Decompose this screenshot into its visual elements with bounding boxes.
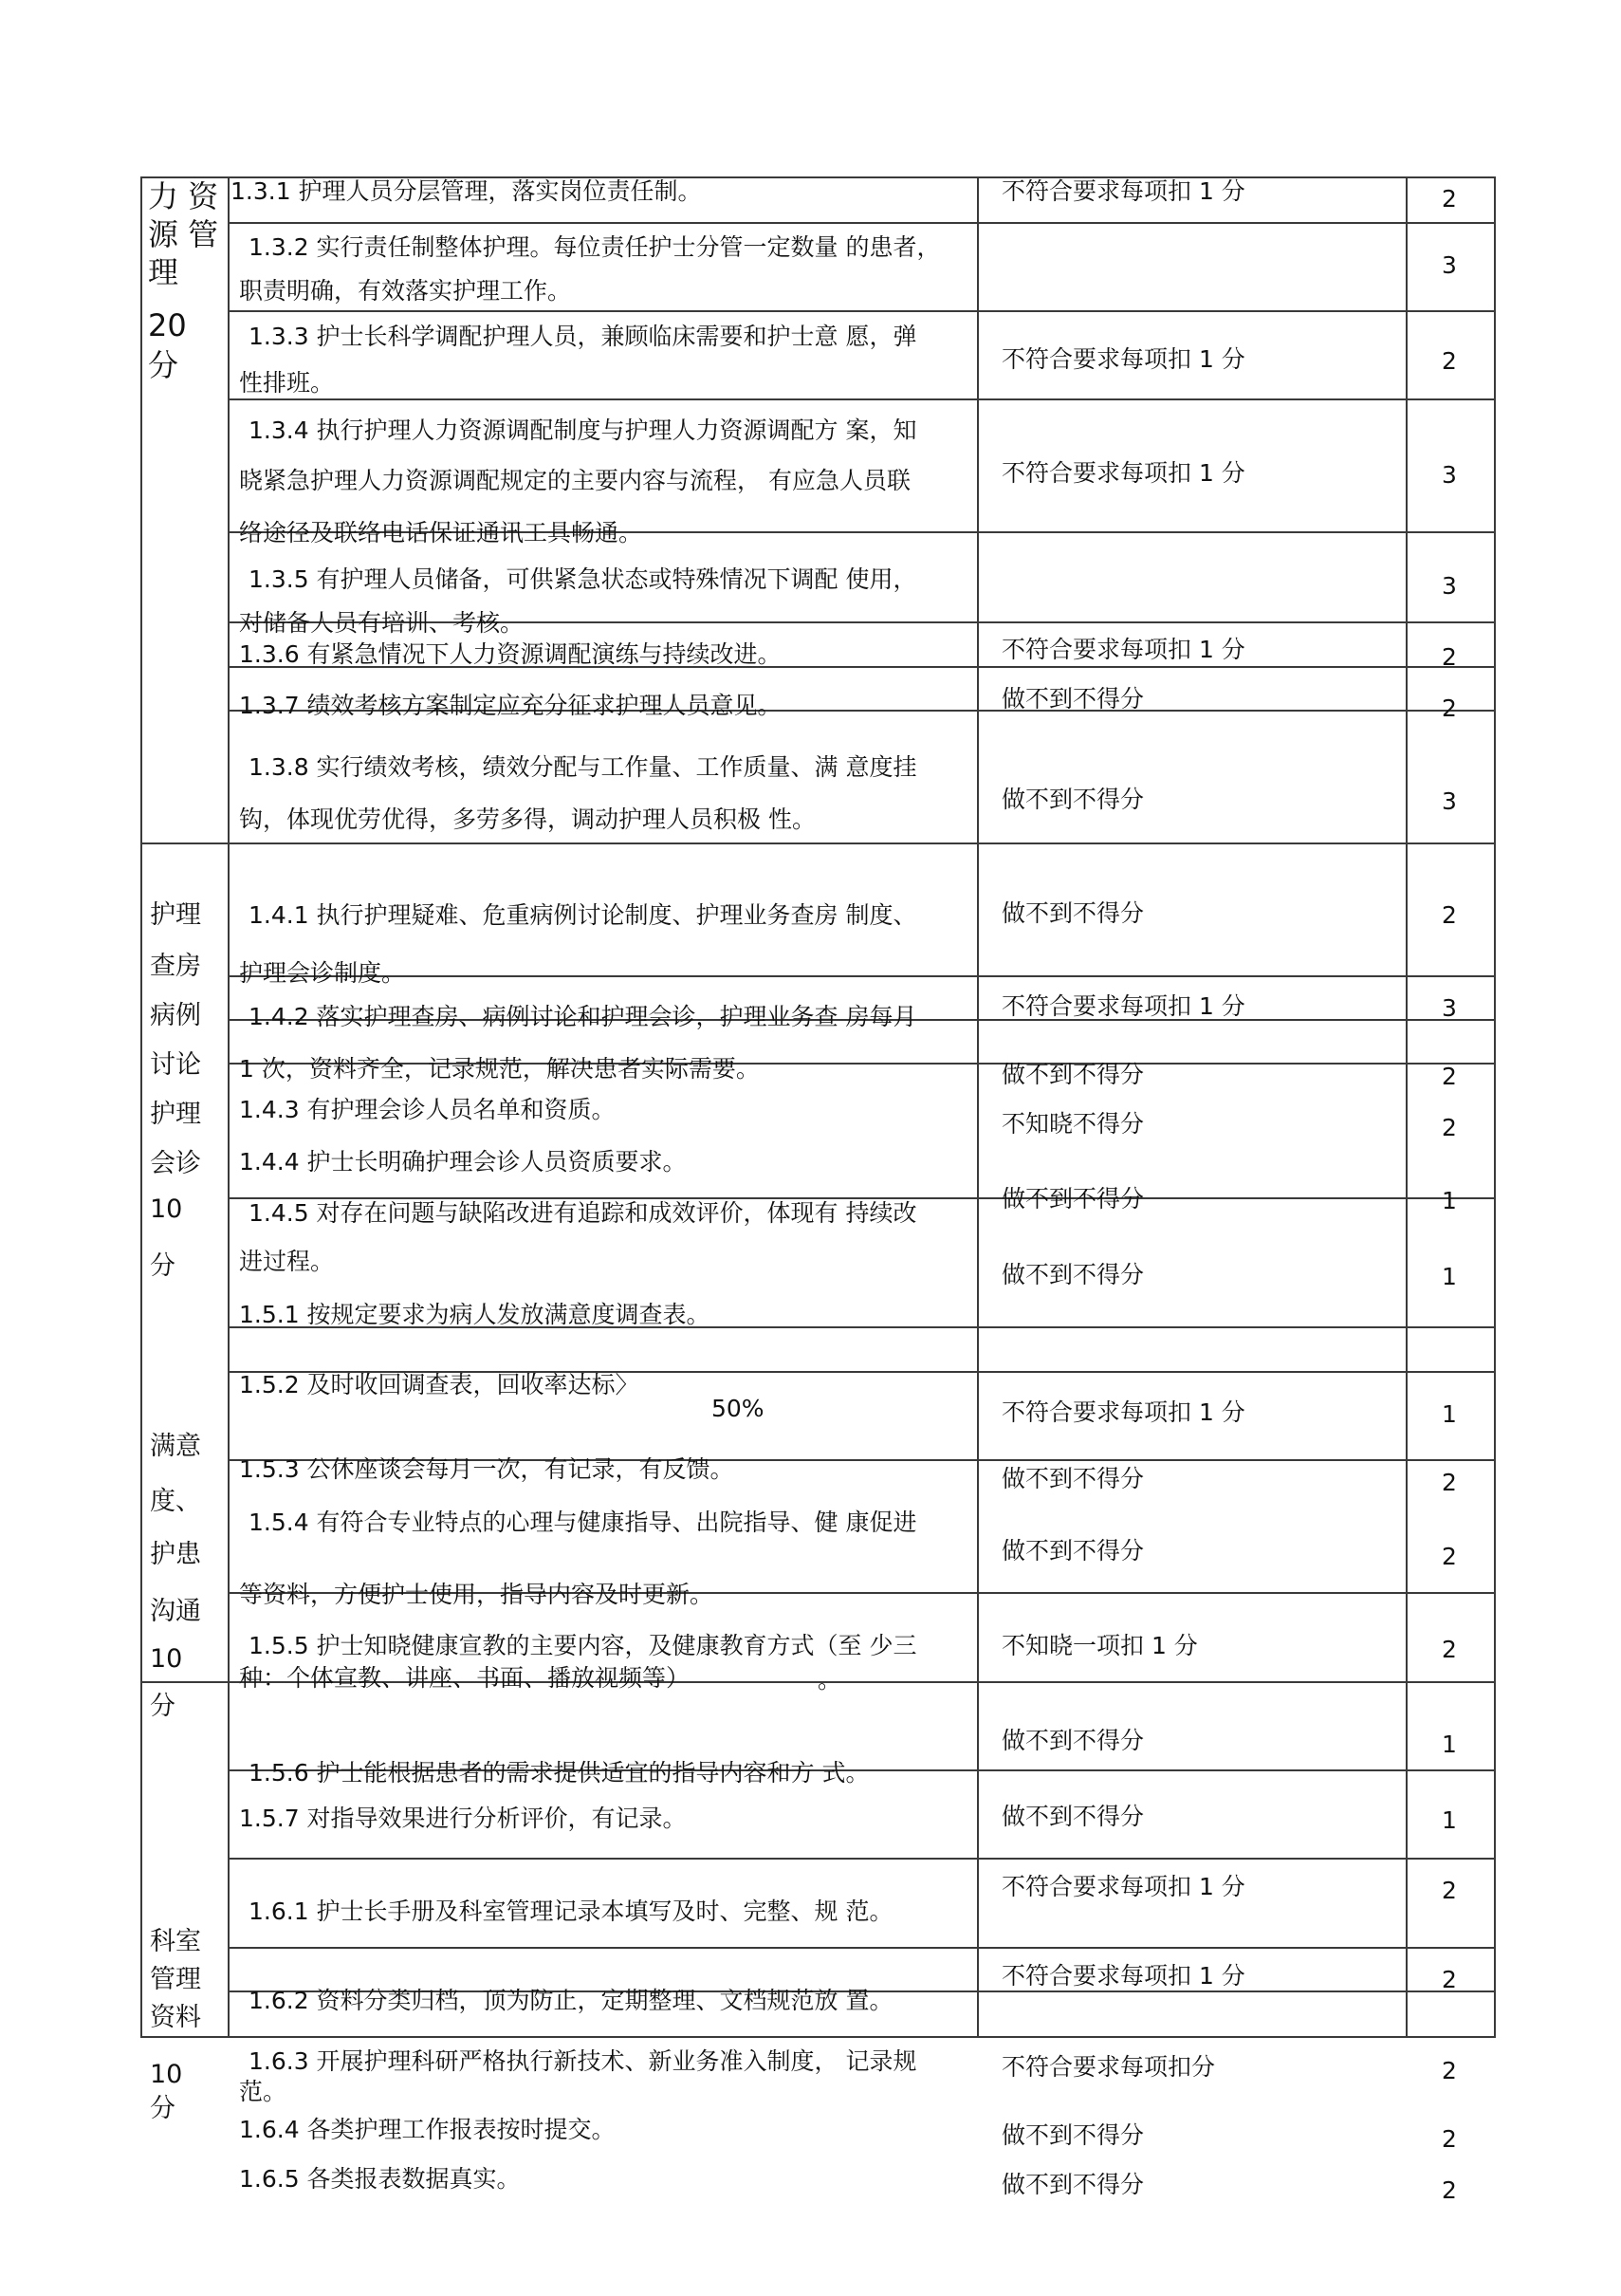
item-text: 护理会诊制度。 [239,959,406,987]
category-label: 查房 [150,952,201,981]
item-text: 1.5.1 按规定要求为病人发放满意度调查表。 [239,1301,710,1328]
item-points: 1 [1442,1731,1457,1758]
grid-line [228,176,230,2038]
item-text: 1.4.4 护士长明确护理会诊人员资质要求。 [239,1148,687,1176]
item-text: 1.5.3 公休座谈会每月一次，有记录，有反馈。 [239,1455,734,1483]
item-points: 3 [1442,251,1457,279]
item-text: 进过程。 [239,1248,335,1275]
category-label: 分 [150,1692,175,1721]
item-criterion: 不符合要求每项扣 1 分 [1002,459,1245,487]
item-text: 50% [711,1395,764,1422]
item-criterion: 做不到不得分 [1002,1061,1145,1088]
item-text: 1.3.7 绩效考核方案制定应充分征求护理人员意见。 [239,692,782,719]
item-criterion: 不符合要求每项扣 1 分 [1002,177,1245,205]
item-criterion: 做不到不得分 [1002,1803,1145,1830]
category-label: 病例 [150,1001,201,1030]
category-label: 理 [148,254,179,290]
item-text: 1.4.1 执行护理疑难、危重病例讨论制度、护理业务查房 制度、 [249,901,917,929]
category-label: 10 [150,2060,183,2089]
item-text: 1.6.3 开展护理科研严格执行新技术、新业务准入制度， 记录规 [249,2047,917,2075]
grid-line [1494,176,1496,2038]
item-criterion: 做不到不得分 [1002,786,1145,813]
category-label: 护理 [150,1100,201,1129]
item-text: 1.3.8 实行绩效考核，绩效分配与工作量、工作质量、满 意度挂 [249,753,917,781]
grid-line [977,176,979,2038]
category-label: 分 [150,1251,175,1281]
category-label: 度、 [150,1487,201,1516]
item-criterion: 不符合要求每项扣 1 分 [1002,992,1245,1020]
grid-line [228,975,1496,977]
category-label: 10 [150,1644,183,1674]
category-label: 20 [148,307,187,343]
category-label: 沟通 [150,1597,201,1626]
grid-line [140,176,142,2038]
item-text: 1.4.5 对存在问题与缺陷改进有追踪和成效评价，体现有 持续改 [249,1199,917,1227]
item-text: 1.3.6 有紧急情况下人力资源调配演练与持续改进。 [239,640,782,668]
category-label: 力 资 [148,178,219,214]
item-criterion: 不符合要求每项扣 1 分 [1002,1962,1245,1990]
category-label: 科室 [150,1927,201,1956]
item-text: 晓紧急护理人力资源调配规定的主要内容与流程， 有应急人员联 [239,467,911,494]
grid-line [228,1947,1496,1949]
category-label: 护患 [150,1540,201,1569]
grid-line [140,2036,1496,2038]
item-points: 2 [1442,2176,1457,2204]
item-criterion: 做不到不得分 [1002,1185,1145,1213]
category-label: 源 管 [148,216,219,252]
item-text: 1.6.1 护士长手册及科室管理记录本填写及时、完整、规 范。 [249,1898,893,1925]
grid-line [140,842,1496,844]
item-text: 1.6.2 资料分类归档，顶为防止，定期整理、文档规范放 置。 [249,1987,893,2014]
item-criterion: 做不到不得分 [1002,899,1145,927]
item-text: 1.6.4 各类护理工作报表按时提交。 [239,2116,616,2143]
item-criterion: 不知晓不得分 [1002,1110,1145,1138]
item-criterion: 不符合要求每项扣分 [1002,2053,1216,2081]
item-points: 2 [1442,2057,1457,2084]
item-text: 1.3.3 护士长科学调配护理人员，兼顾临床需要和护士意 愿，弹 [249,323,917,350]
item-criterion: 不符合要求每项扣 1 分 [1002,1873,1245,1900]
grid-line [228,222,1496,224]
item-text: 1.5.6 护士能根据患者的需求提供适宜的指导内容和方 式。 [249,1759,870,1787]
category-label: 资料 [150,2003,201,2032]
item-text: 1.4.2 落实护理查房、病例讨论和护理会诊，护理业务查 房每月 [249,1003,917,1030]
item-points: 2 [1442,185,1457,213]
category-label: 10 [150,1194,183,1224]
item-text: 1.3.1 护理人员分层管理，落实岗位责任制。 [230,177,702,205]
category-label: 管理 [150,1965,201,1994]
item-text: 1.6.5 各类报表数据真实。 [239,2165,521,2193]
item-text: 1.3.5 有护理人员储备，可供紧急状态或特殊情况下调配 使用， [249,565,917,593]
category-label: 护理 [150,900,201,930]
item-points: 2 [1442,1063,1457,1090]
item-criterion: 做不到不得分 [1002,2171,1145,2198]
grid-line [228,310,1496,312]
item-text: 钩，体现优劳优得，多劳多得，调动护理人员积极 性。 [239,805,816,833]
item-criterion: 不符合要求每项扣 1 分 [1002,1398,1245,1426]
category-label: 满意 [150,1432,201,1461]
item-text: 对储备人员有培训、考核。 [239,609,525,637]
item-criterion: 做不到不得分 [1002,1465,1145,1492]
item-text: 1.5.2 及时收回调查表，回收率达标〉 [239,1371,639,1398]
item-text: 性排班。 [239,369,335,397]
item-criterion: 不知晓一项扣 1 分 [1002,1632,1198,1659]
item-points: 2 [1442,2125,1457,2153]
item-text: 种：个体宣教、讲座、书面、播放视频等） [239,1664,691,1692]
item-points: 3 [1442,787,1457,815]
item-points: 2 [1442,694,1457,722]
item-text: 1.5.4 有符合专业特点的心理与健康指导、出院指导、健 康促进 [249,1509,917,1536]
grid-line [228,1858,1496,1860]
item-criterion: 做不到不得分 [1002,1261,1145,1288]
item-criterion: 做不到不得分 [1002,2121,1145,2149]
item-points: 1 [1442,1263,1457,1290]
item-criterion: 不符合要求每项扣 1 分 [1002,345,1245,373]
grid-line [228,398,1496,400]
item-points: 1 [1442,1806,1457,1834]
item-text: 1.5.5 护士知晓健康宣教的主要内容，及健康教育方式（至 少三 [249,1632,917,1659]
item-points: 2 [1442,1966,1457,1993]
category-label: 分 [148,347,179,383]
item-text: 等资料，方便护士使用，指导内容及时更新。 [239,1581,714,1608]
item-points: 2 [1442,901,1457,929]
item-points: 2 [1442,1636,1457,1663]
item-points: 2 [1442,1877,1457,1904]
item-points: 2 [1442,643,1457,671]
item-text: 1.5.7 对指导效果进行分析评价，有记录。 [239,1805,687,1832]
item-points: 3 [1442,994,1457,1022]
category-label: 分 [150,2094,175,2123]
item-points: 3 [1442,461,1457,489]
item-criterion: 不符合要求每项扣 1 分 [1002,636,1245,663]
item-text: 1.3.4 执行护理人力资源调配制度与护理人力资源调配方 案，知 [249,417,917,444]
item-points: 2 [1442,347,1457,375]
item-text: 1.3.2 实行责任制整体护理。每位责任护士分管一定数量 的患者， [249,233,941,261]
item-text: 络途径及联络电话保证通讯工具畅通。 [239,519,643,546]
item-points: 2 [1442,1469,1457,1496]
item-criterion: 做不到不得分 [1002,1537,1145,1565]
item-text: 1 次，资料齐全，记录规范，解决患者实际需要。 [239,1055,760,1083]
category-label: 会诊 [150,1149,201,1178]
item-points: 2 [1442,1114,1457,1141]
item-points: 1 [1442,1187,1457,1214]
item-text: 范。 [239,2078,287,2105]
item-points: 3 [1442,572,1457,600]
item-criterion: 做不到不得分 [1002,1727,1145,1754]
category-label: 讨论 [150,1050,201,1080]
item-points: 1 [1442,1400,1457,1428]
item-text: 。 [818,1666,842,1694]
item-text: 1.4.3 有护理会诊人员名单和资质。 [239,1096,616,1123]
item-text: 职责明确，有效落实护理工作。 [239,277,572,305]
grid-line [1406,176,1408,2038]
item-criterion: 做不到不得分 [1002,685,1145,713]
item-points: 2 [1442,1543,1457,1570]
